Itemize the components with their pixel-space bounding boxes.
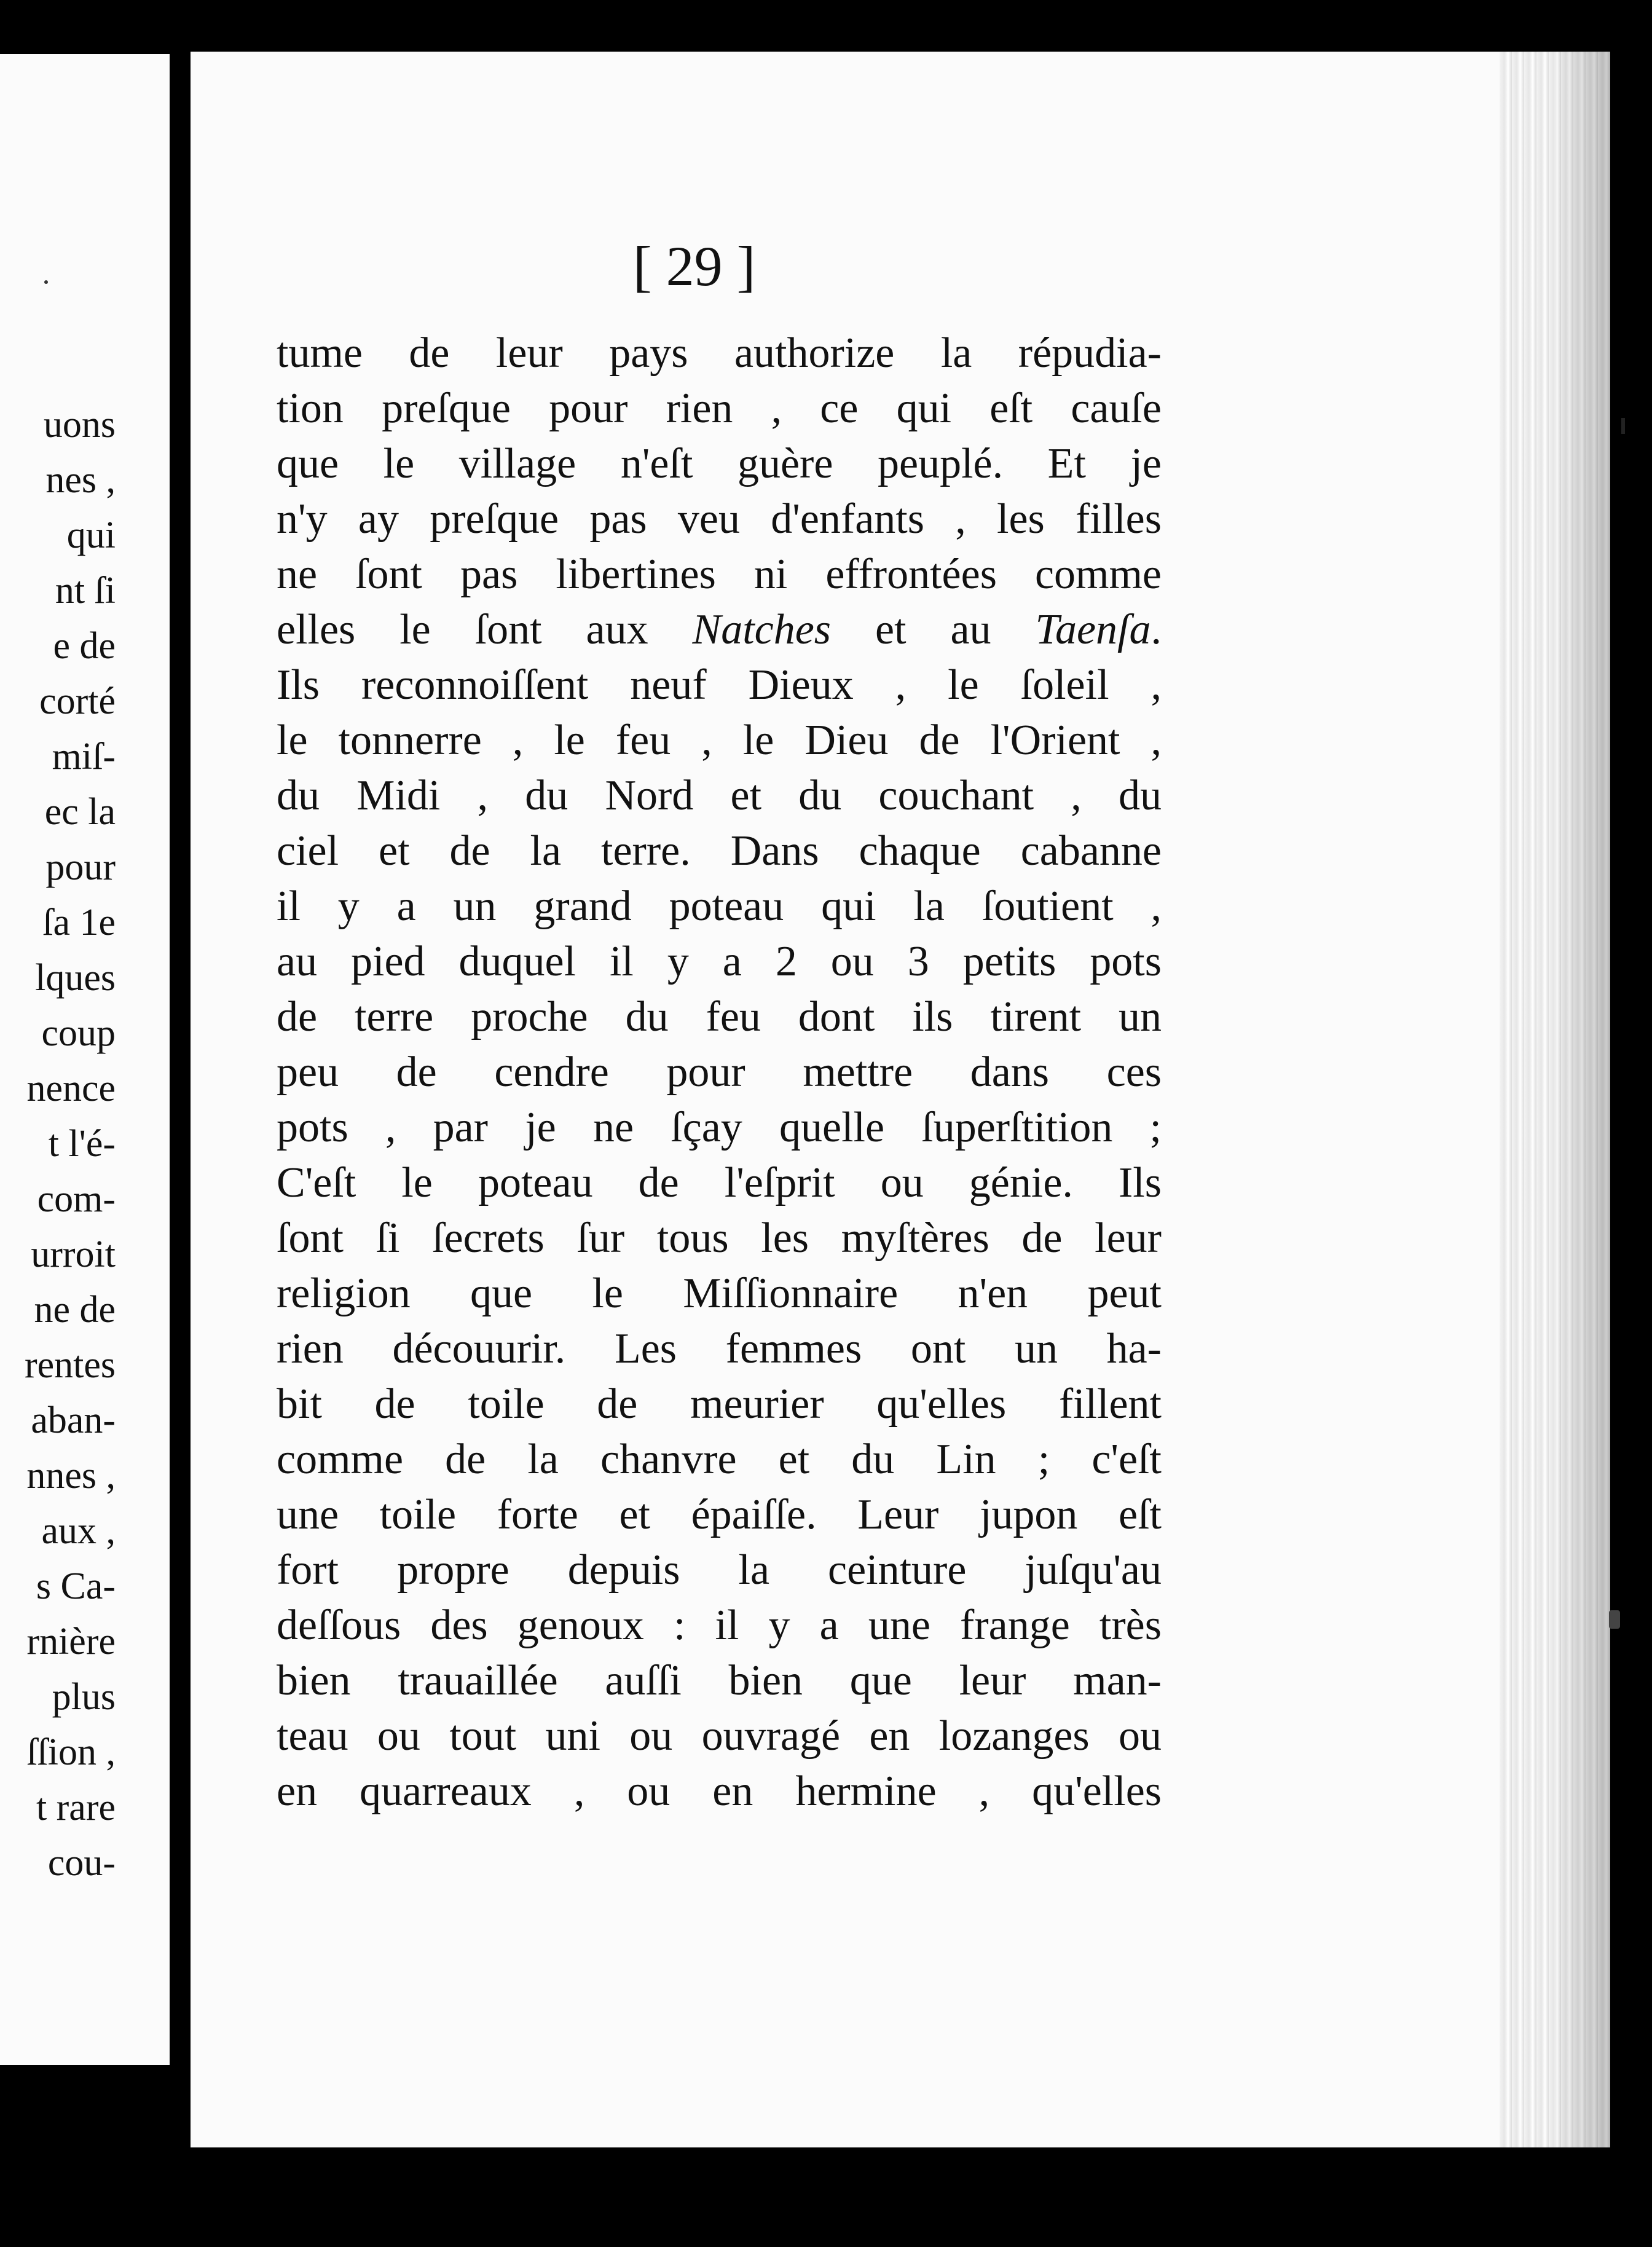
left-page-fragment: cou- (47, 1842, 116, 1884)
text-line: C'eſt le poteau de l'eſprit ou génie. Ils (277, 1159, 1162, 1206)
text-line: fort propre depuis la ceinture juſqu'au (277, 1546, 1162, 1594)
left-page-fragment: nence (26, 1068, 116, 1109)
left-page-fragment: com- (37, 1178, 116, 1220)
text-line: ſont ſi ſecrets ſur tous les myſtères de leur (277, 1214, 1162, 1262)
text-line: peu de cendre pour mettre dans ces (277, 1049, 1162, 1096)
text-line: tion preſque pour rien , ce qui eſt cauſe (277, 385, 1162, 432)
text-line: que le village n'eſt guère peuplé. Et je (277, 440, 1162, 487)
left-page-fragment: uons (43, 404, 116, 446)
text-line: tume de leur pays authorize la répudia- (277, 329, 1162, 377)
left-page-fragment: s Ca- (36, 1565, 116, 1607)
text-line: rien découurir. Les femmes ont un ha- (277, 1325, 1162, 1372)
text-line: il y a un grand poteau qui la ſoutient , (277, 883, 1162, 930)
left-page-fragment: ſſion , (26, 1731, 116, 1773)
left-page-fragment: coup (41, 1012, 116, 1054)
left-page-fragment: urroit (31, 1234, 116, 1275)
text-line: bien trauaillée auſſi bien que leur man- (277, 1657, 1162, 1704)
left-page-fragment: miſ- (52, 736, 116, 777)
margin-mark (1609, 1610, 1620, 1629)
left-page-fragment: rentes (24, 1344, 116, 1386)
left-page-fragment: ne de (34, 1289, 116, 1331)
text-line: religion que le Miſſionnaire n'en peut (277, 1270, 1162, 1317)
left-page-fragment: nes , (45, 459, 116, 501)
text-line: Ils reconnoiſſent neuf Dieux , le ſoleil , (277, 661, 1162, 709)
text-line: teau ou tout uni ou ouvragé en lozanges ou (277, 1712, 1162, 1760)
left-page-fragment: t l'é- (48, 1123, 116, 1165)
left-page-fragment: nt ſi (55, 570, 116, 612)
text-line: de terre proche du feu dont ils tirent un (277, 993, 1162, 1041)
left-page-fragment: pour (45, 846, 116, 888)
text-line: comme de la chanvre et du Lin ; c'eſt (277, 1436, 1162, 1483)
text-line: ciel et de la terre. Dans chaque cabanne (277, 827, 1162, 875)
text-line: au pied duquel il y a 2 ou 3 petits pots (277, 938, 1162, 985)
ink-speck (44, 280, 48, 284)
left-page-fragment: e de (53, 625, 116, 667)
facing-page-left (0, 54, 170, 2065)
margin-mark (1621, 418, 1625, 434)
text-line: ne ſont pas libertines ni effrontées comme (277, 551, 1162, 598)
page-number: [ 29 ] (633, 235, 756, 297)
place-name-natches: Natches (692, 606, 832, 653)
left-page-fragment: plus (52, 1676, 116, 1718)
text-run: elles le ſont aux (277, 606, 693, 653)
text-line (277, 608, 1162, 651)
text-line: deſſous des genoux : il y a une frange très (277, 1602, 1162, 1649)
text-run: . (1150, 606, 1162, 653)
left-page-fragment: rnière (26, 1621, 116, 1663)
text-line: une toile forte et épaiſſe. Leur jupon eſt (277, 1491, 1162, 1538)
left-page-fragment: ſa 1e (42, 902, 116, 943)
left-page-fragment: ec la (44, 791, 116, 833)
place-name-taensa: Taenſa (1035, 606, 1151, 653)
text-line: bit de toile de meurier qu'elles fillent (277, 1380, 1162, 1428)
left-page-fragment: nnes , (26, 1455, 116, 1497)
left-page-fragment: t rare (36, 1787, 116, 1828)
left-page-fragment: aux , (41, 1510, 116, 1552)
text-line: du Midi , du Nord et du couchant , du (277, 772, 1162, 819)
left-page-fragment: corté (39, 680, 116, 722)
text-line: en quarreaux , ou en hermine , qu'elles (277, 1768, 1162, 1815)
left-page-fragment: aban- (31, 1399, 116, 1441)
text-line: pots , par je ne ſçay quelle ſuperſtition ; (277, 1104, 1162, 1151)
text-line: n'y ay preſque pas veu d'enfants , les filles (277, 495, 1162, 543)
text-line: le tonnerre , le feu , le Dieu de l'Orient , (277, 717, 1162, 764)
left-page-fragment: lques (35, 957, 116, 999)
page-edge-shadow (1555, 52, 1622, 2147)
text-run: et au (831, 606, 1036, 653)
left-page-fragment: qui (66, 514, 116, 556)
